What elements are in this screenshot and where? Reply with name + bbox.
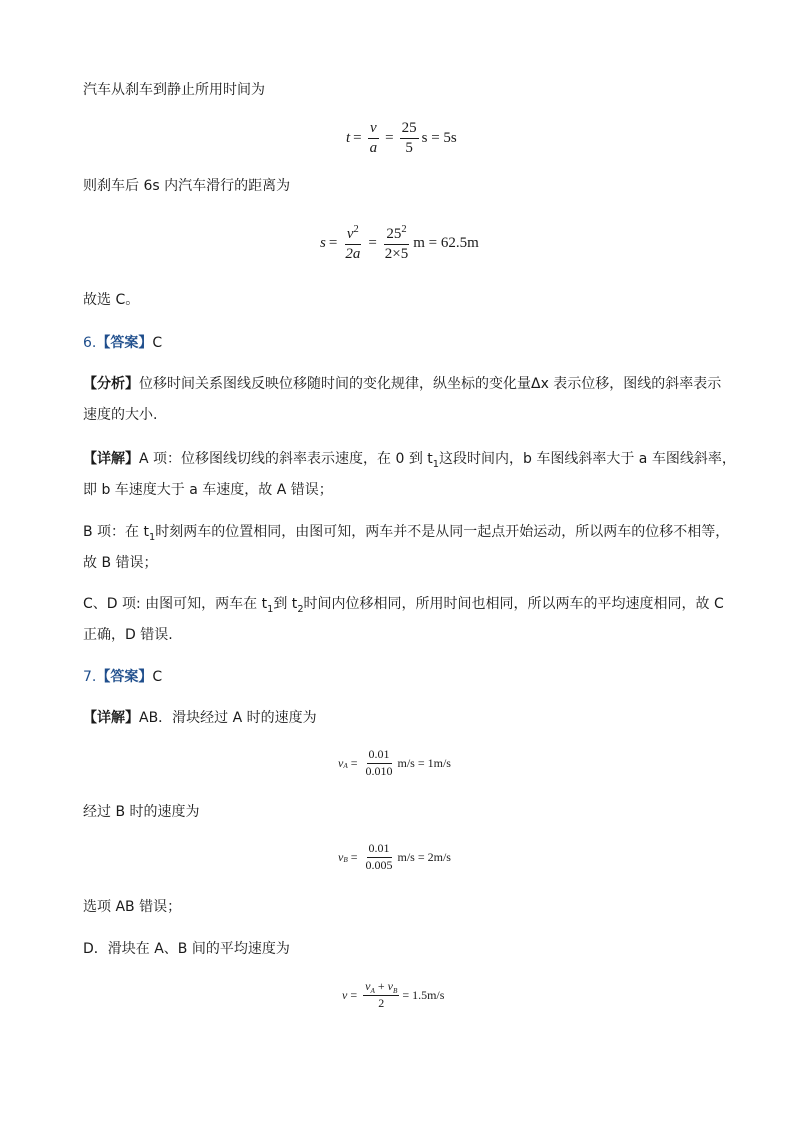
q6-detail-b-line1: B 项：在 $t_1$时刻两车的位置相同，由图可知，两车并不是从同一起点开始运动，所以两车的位移不相等，: [83, 524, 730, 543]
q6-detail-b-line2: 故 B 错误；: [83, 555, 158, 571]
paragraph-choice: 故选 C。: [83, 292, 140, 308]
fraction-v2-over-2a: $\frac{v^2}{2a}$: [345, 224, 361, 263]
q7-detail-line1: 【详解】AB．滑块经过 A 时的速度为: [83, 710, 317, 726]
q7-detail-line3: 选项 AB 错误；: [83, 899, 182, 915]
q6-analysis-line2: 速度的大小.: [83, 407, 158, 423]
fraction-25sq-over-2x5: $\frac{25^2}{2\times 5}$: [384, 224, 409, 263]
question-6-answer: 6.【答案】C: [83, 335, 163, 351]
fraction-25-over-5: $\frac{25}{5}$: [401, 120, 417, 157]
formula-velocity-b: v B = $\frac{0.01}{0.005}$ m/s = 2m/s: [338, 841, 451, 872]
q6-detail-a-line2: 即 b 车速度大于 a 车速度，故 A 错误；: [83, 482, 333, 498]
q7-detail-line2: 经过 B 时的速度为: [83, 804, 200, 820]
formula-distance: s = $\frac{v^2}{2a}$ = $\frac{25^2}{2\times 5}$ m = 62.5m: [320, 224, 479, 263]
formula-velocity-a: v A = $\frac{0.01}{0.010}$ m/s = 1m/s: [338, 747, 451, 778]
fraction-velocity-a: $\frac{0.01}{0.010}$: [365, 747, 393, 778]
formula-time: t = $\frac{v}{a}$ = $\frac{25}{5}$ s = 5s: [346, 120, 457, 157]
fraction-velocity-b: $\frac{0.01}{0.005}$: [365, 841, 393, 872]
fraction-v-over-a: $\frac{v}{a}$: [369, 120, 378, 157]
q6-detail-cd-line1: C、D 项: 由图可知，两车在 $t_1$到 $t_2$时间内位移相同，所用时间也相同，所以两车的平均速度相同，故 C: [83, 596, 724, 615]
q7-detail-line4: D．滑块在 A、B 间的平均速度为: [83, 941, 290, 957]
fraction-average-velocity: $\frac{v_A + v_B}{2}$: [365, 979, 398, 1010]
q6-detail-cd-line2: 正确，D 错误.: [83, 627, 173, 643]
question-7-answer: 7.【答案】C: [83, 669, 163, 685]
paragraph-distance: 则刹车后 6s 内汽车滑行的距离为: [83, 178, 291, 194]
q6-detail-a-line1: 【详解】A 项：位移图线切线的斜率表示速度，在 0 到 $t_1$这段时间内，b 车图线斜率大于 a 车图线斜率，: [83, 451, 736, 470]
formula-average-velocity: v = $\frac{v_A + v_B}{2}$ = 1.5m/s: [342, 979, 445, 1010]
q6-analysis-line1: 【分析】位移时间关系图线反映位移随时间的变化规律，纵坐标的变化量Δx 表示位移，图线的斜率表示: [83, 376, 722, 392]
paragraph-braking-time: 汽车从刹车到静止所用时间为: [83, 82, 265, 98]
